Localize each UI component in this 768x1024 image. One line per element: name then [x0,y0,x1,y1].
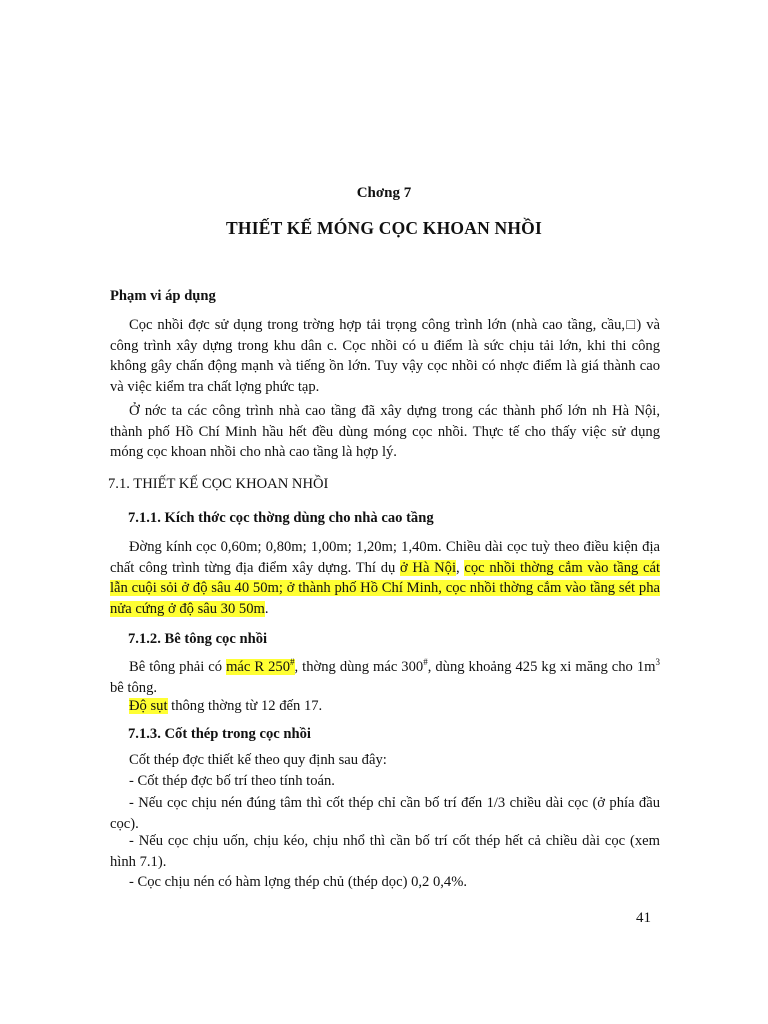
list-item: - Cọc chịu nén có hàm lợng thép chủ (thép dọc) 0,2 0,4%. [129,874,468,890]
section-7-1-1-paragraph: Đờng kính cọc 0,60m; 0,80m; 1,00m; 1,20m; 1,40m. Chiều dài cọc tuỳ theo điều kiện địa chất công trình từng địa điểm xây dựng. Thí dụ ở Hà Nội, cọc nhồi thờng cắm vào tầng cát lẫn cuội sỏi ở độ sâu 40 50m; ở thành phố Hồ Chí Minh, cọc nhồi thờng cắm vào tầng sét pha nửa cứng ở độ sâu 30 50m. [110,539,661,617]
scope-heading: Phạm vi áp dụng [110,288,216,304]
highlight-ha-noi: ở Hà Nội [400,559,457,576]
section-7-1-heading: 7.1. THIẾT KẾ CỌC KHOAN NHỒI [108,476,329,492]
scope-paragraph-1: Cọc nhồi đợc sử dụng trong trờng hợp tải trọng công trình lớn (nhà cao tầng, cầu,□) và công trình xây dựng trong khu dân c. Cọc nhồi có u điểm là sức chịu tải lớn, khi thi công không gây chấn động mạnh và tiếng ồn lớn. Tuy vậy cọc nhồi có nhợc điểm là giá thành cao và việc kiểm tra chất lợng phức tạp. [110,317,660,395]
section-7-1-2-paragraph: Bê tông phải có mác R 250#, thờng dùng mác 300#, dùng khoảng 425 kg xi măng cho $1m^3$ bê tông. [110,657,660,696]
chapter-label: Chơng 7 [356,185,412,201]
section-7-1-3-intro: Cốt thép đợc thiết kế theo quy định sau đây: [129,752,387,768]
highlight-pile-depth: cọc nhồi thờng cắm vào tầng cát lẫn cuội sỏi ở độ sâu 40 50m; ở thành phố Hồ Chí Minh, cọc nhồi thờng cắm vào tầng sét pha nửa cứng ở độ sâu 30 50m [110,559,661,617]
section-7-1-2-heading: 7.1.2. Bê tông cọc nhồi [128,631,268,647]
page-number: 41 [636,910,651,926]
section-7-1-3-heading: 7.1.3. Cốt thép trong cọc nhồi [128,726,311,742]
highlight-concrete-grade: mác R 250# [226,657,295,675]
highlight-slump: Độ sụt [129,698,168,714]
list-item: - Nếu cọc chịu nén đúng tâm thì cốt thép chỉ cần bố trí đến 1/3 chiều dài cọc (ở phía đầu cọc). [110,795,660,832]
scope-paragraph-2: Ở nớc ta các công trình nhà cao tầng đã xây dựng trong các thành phố lớn nh Hà Nội, thành phố Hồ Chí Minh hầu hết đều dùng móng cọc nhồi. Thực tế cho thấy việc sử dụng móng cọc khoan nhồi cho nhà cao tầng là hợp lý. [110,403,660,460]
list-item: - Nếu cọc chịu uốn, chịu kéo, chịu nhổ thì cần bố trí cốt thép hết cả chiều dài cọc (xem hình 7.1). [110,833,660,870]
chapter-title: THIẾT KẾ MÓNG CỌC KHOAN NHỒI [226,218,542,238]
list-item: - Cốt thép đợc bố trí theo tính toán. [129,773,335,789]
section-7-1-1-heading: 7.1.1. Kích thớc cọc thờng dùng cho nhà cao tầng [128,510,434,526]
slump-line: Độ sụt thông thờng từ 12 đến 17. [129,698,323,714]
